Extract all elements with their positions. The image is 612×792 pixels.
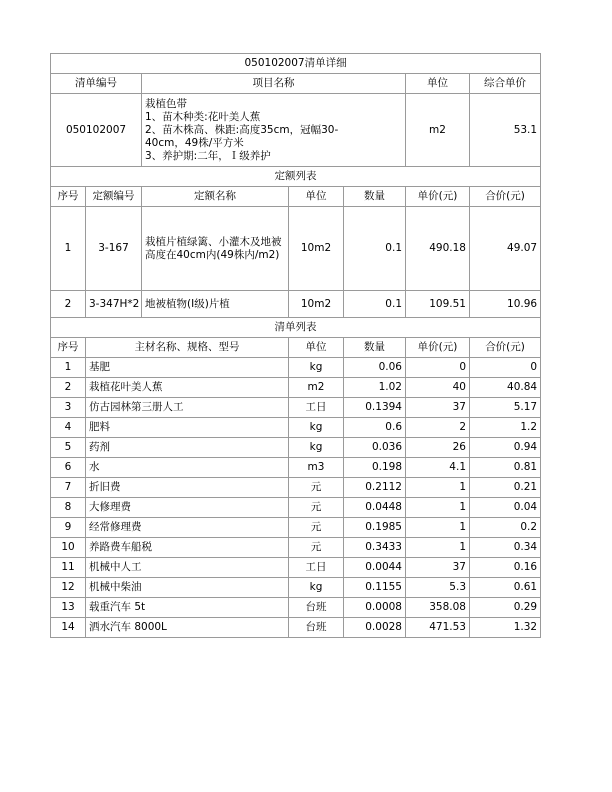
material-qty: 0.1985 — [344, 518, 406, 538]
material-unit: 元 — [289, 518, 344, 538]
material-qty: 0.06 — [344, 358, 406, 378]
material-price: 37 — [406, 398, 470, 418]
material-qty: 0.036 — [344, 438, 406, 458]
quota-header-row — [51, 187, 541, 207]
quota-code: 3-347H*2 — [86, 291, 142, 318]
quota-code-header: 定额编号 — [86, 187, 142, 207]
material-price: 1 — [406, 498, 470, 518]
quota-qty: 0.1 — [344, 291, 406, 318]
material-price: 4.1 — [406, 458, 470, 478]
material-qty: 0.198 — [344, 458, 406, 478]
material-name: 栽植花叶美人蕉 — [86, 378, 289, 398]
bill-unit-header: 单位 — [406, 74, 470, 94]
material-name: 经常修理费 — [86, 518, 289, 538]
material-unit: 工日 — [289, 558, 344, 578]
material-row — [51, 398, 541, 418]
material-unit: 工日 — [289, 398, 344, 418]
material-total: 1.32 — [470, 618, 541, 638]
material-section-title: 清单列表 — [51, 318, 541, 338]
material-seq-header: 序号 — [51, 338, 86, 358]
material-total: 0.29 — [470, 598, 541, 618]
material-qty-header: 数量 — [344, 338, 406, 358]
material-unit: kg — [289, 418, 344, 438]
material-rows — [51, 358, 541, 638]
material-name: 仿古园林第三册人工 — [86, 398, 289, 418]
material-seq: 1 — [51, 358, 86, 378]
material-seq: 5 — [51, 438, 86, 458]
bill-description-line: 3、养护期:二年，Ｉ级养护 — [145, 149, 271, 162]
material-qty: 0.1155 — [344, 578, 406, 598]
material-total: 1.2 — [470, 418, 541, 438]
table-title: 050102007清单详细 — [51, 54, 541, 74]
material-qty: 0.2112 — [344, 478, 406, 498]
quota-total-header: 合价(元) — [470, 187, 541, 207]
material-qty: 0.6 — [344, 418, 406, 438]
material-row — [51, 518, 541, 538]
material-qty: 0.0448 — [344, 498, 406, 518]
quota-total: 49.07 — [470, 207, 541, 291]
material-name: 药剂 — [86, 438, 289, 458]
quota-price-header: 单价(元) — [406, 187, 470, 207]
material-unit: m2 — [289, 378, 344, 398]
material-total-header: 合价(元) — [470, 338, 541, 358]
quota-row — [51, 207, 541, 291]
material-total: 5.17 — [470, 398, 541, 418]
quota-price: 109.51 — [406, 291, 470, 318]
material-price: 26 — [406, 438, 470, 458]
material-section-title-row — [51, 318, 541, 338]
material-price: 1 — [406, 518, 470, 538]
material-unit: kg — [289, 578, 344, 598]
material-seq: 12 — [51, 578, 86, 598]
bill-header-row — [51, 74, 541, 94]
material-seq: 13 — [51, 598, 86, 618]
quota-price: 490.18 — [406, 207, 470, 291]
material-unit: 元 — [289, 498, 344, 518]
material-unit: 元 — [289, 538, 344, 558]
material-qty: 0.0008 — [344, 598, 406, 618]
material-seq: 7 — [51, 478, 86, 498]
material-row — [51, 438, 541, 458]
material-name: 机械中人工 — [86, 558, 289, 578]
quota-unit: 10m2 — [289, 207, 344, 291]
material-total: 0.34 — [470, 538, 541, 558]
quota-total: 10.96 — [470, 291, 541, 318]
bill-description-line: 栽植色带 — [145, 97, 187, 110]
material-price: 5.3 — [406, 578, 470, 598]
bill-price: 53.1 — [470, 94, 541, 167]
bill-row — [51, 94, 541, 167]
bill-description — [142, 94, 406, 167]
material-seq: 10 — [51, 538, 86, 558]
material-seq: 2 — [51, 378, 86, 398]
material-seq: 8 — [51, 498, 86, 518]
quota-qty-header: 数量 — [344, 187, 406, 207]
material-total: 0.04 — [470, 498, 541, 518]
material-row — [51, 478, 541, 498]
material-seq: 14 — [51, 618, 86, 638]
material-header-row — [51, 338, 541, 358]
material-row — [51, 358, 541, 378]
quota-unit-header: 单位 — [289, 187, 344, 207]
material-seq: 3 — [51, 398, 86, 418]
quota-name: 栽植片植绿篱、小灌木及地被高度在40cm内(49株内/m2) — [142, 207, 289, 291]
quota-section-title-row — [51, 167, 541, 187]
material-price: 0 — [406, 358, 470, 378]
title-row — [51, 54, 541, 74]
quota-row — [51, 291, 541, 318]
bill-code: 050102007 — [51, 94, 142, 167]
material-unit-header: 单位 — [289, 338, 344, 358]
material-qty: 1.02 — [344, 378, 406, 398]
material-row — [51, 558, 541, 578]
material-name: 载重汽车 5t — [86, 598, 289, 618]
material-price: 2 — [406, 418, 470, 438]
material-price: 1 — [406, 538, 470, 558]
material-qty: 0.1394 — [344, 398, 406, 418]
material-unit: kg — [289, 438, 344, 458]
bill-name-header: 项目名称 — [142, 74, 406, 94]
material-unit: m3 — [289, 458, 344, 478]
material-seq: 11 — [51, 558, 86, 578]
quota-seq: 2 — [51, 291, 86, 318]
material-row — [51, 538, 541, 558]
material-price: 40 — [406, 378, 470, 398]
material-row — [51, 598, 541, 618]
material-row — [51, 418, 541, 438]
material-total: 0.2 — [470, 518, 541, 538]
material-total: 0.61 — [470, 578, 541, 598]
material-row — [51, 458, 541, 478]
material-unit: kg — [289, 358, 344, 378]
bill-code-header: 清单编号 — [51, 74, 142, 94]
material-price: 358.08 — [406, 598, 470, 618]
material-total: 0.16 — [470, 558, 541, 578]
material-price-header: 单价(元) — [406, 338, 470, 358]
material-qty: 0.3433 — [344, 538, 406, 558]
material-row — [51, 578, 541, 598]
material-total: 40.84 — [470, 378, 541, 398]
material-total: 0 — [470, 358, 541, 378]
material-total: 0.21 — [470, 478, 541, 498]
material-row — [51, 378, 541, 398]
material-name-header: 主材名称、规格、型号 — [86, 338, 289, 358]
bill-description-line: 2、苗木株高、株距:高度35cm，冠幅30- — [145, 123, 339, 136]
material-row — [51, 618, 541, 638]
material-seq: 4 — [51, 418, 86, 438]
quota-name-header: 定额名称 — [142, 187, 289, 207]
quota-name: 地被植物(Ⅰ级)片植 — [142, 291, 289, 318]
quota-section-title: 定额列表 — [51, 167, 541, 187]
bill-detail-table — [50, 53, 541, 638]
material-price: 1 — [406, 478, 470, 498]
material-seq: 6 — [51, 458, 86, 478]
quota-qty: 0.1 — [344, 207, 406, 291]
material-name: 大修理费 — [86, 498, 289, 518]
material-unit: 台班 — [289, 618, 344, 638]
bill-description-line: 40cm，49株/平方米 — [145, 136, 244, 149]
bill-price-header: 综合单价 — [470, 74, 541, 94]
quota-unit: 10m2 — [289, 291, 344, 318]
material-name: 水 — [86, 458, 289, 478]
material-name: 肥料 — [86, 418, 289, 438]
material-seq: 9 — [51, 518, 86, 538]
material-qty: 0.0028 — [344, 618, 406, 638]
bill-description-line: 1、苗木种类:花叶美人蕉 — [145, 110, 261, 123]
material-name: 养路费车船税 — [86, 538, 289, 558]
material-name: 基肥 — [86, 358, 289, 378]
material-name: 折旧费 — [86, 478, 289, 498]
quota-seq: 1 — [51, 207, 86, 291]
quota-seq-header: 序号 — [51, 187, 86, 207]
bill-unit: m2 — [406, 94, 470, 167]
material-row — [51, 498, 541, 518]
quota-code: 3-167 — [86, 207, 142, 291]
material-qty: 0.0044 — [344, 558, 406, 578]
material-price: 471.53 — [406, 618, 470, 638]
material-total: 0.81 — [470, 458, 541, 478]
material-name: 机械中柴油 — [86, 578, 289, 598]
material-price: 37 — [406, 558, 470, 578]
material-name: 洒水汽车 8000L — [86, 618, 289, 638]
material-unit: 台班 — [289, 598, 344, 618]
material-total: 0.94 — [470, 438, 541, 458]
material-unit: 元 — [289, 478, 344, 498]
